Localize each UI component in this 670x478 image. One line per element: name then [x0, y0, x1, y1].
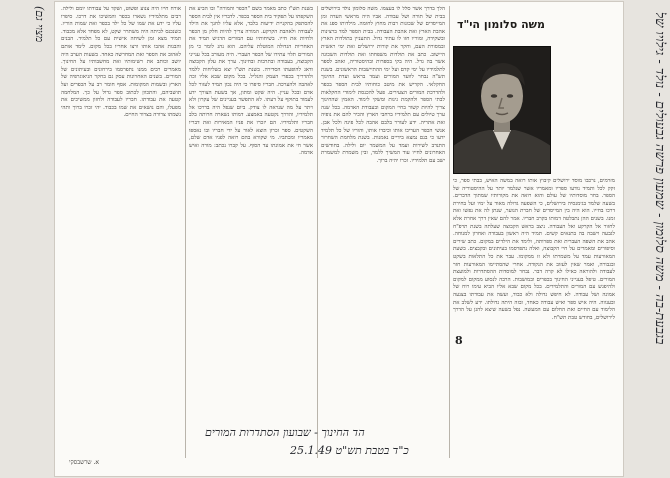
column-divider [317, 6, 318, 458]
portrait-illustration [453, 46, 551, 174]
column-text: בשנת תש"ז כתב מאמר בשם "הכפר והמורה" ובו הביע את השקפתו על תפקיד בית הספר בכפר. לדבריו אין לבית הספר להסתפק בהקניית ידיעות בלבד, אלא עליו לחנך את הילד לעבודה ולאהבת הקרקע. המורה צריך להיות חלק מן הכפר ולחיות את חייו. בשיחותיו עם המורים הדגיש תמיד את האחריות הגדולה המוטלת עליהם. הוא נהג לומר כי מן המורים תלוי עתידו של הכפר העברי. היה מעורב בכל ענייני הקבוצה, בעבודה ובתרבות ובחינוך. ערך את עלון הקבוצה ודאג להופעתו הסדירה. בשנת תש"ו יצא בשליחות ללמד ולהדריך בכפרי העמק והגליל. בכל מקום שבא אליו זכה לאהבה ולהערכה. חבריו סיפרו כי היה נכון תמיד לעזור לכל אדם ובכל עניין. היה שקט ומתון, אך בשעת הצורך ידע לעמוד בתוקף על דעתו. לא התפשר בעניינים של עקרון ולא ויתר על מה שנראה לו צודק. ביום שנפל היה בדרכו אל תלמידיו, והדרך נקטעה באמצע. דמותו נשארה חרותה בלב חבריו ותלמידיו. הם יזכרו את פניו המאירות ואת דבריו השקטים. ספר זכרון הוצא לאור על ידי חבריו ובו נאספו מאמריו ומכתביו. מי שקורא בהם רואה לפניו אדם שלם, אשר חי את אמונתו עד הסוף. על קברו נכתב: מורה ואיש אדמה. [189, 6, 313, 157]
newspaper-clipping [55, 2, 623, 476]
handwritten-source-note: הד החינוך - שבועון הסתדרות המורים [205, 426, 365, 439]
author-signature: א. שרשבסקי [69, 459, 99, 466]
column-divider [449, 6, 450, 458]
handwritten-date-note: כ"ד בטבת תש"ט 25.1.49 [290, 444, 409, 457]
article-column-2 [321, 2, 445, 476]
column-divider [185, 6, 186, 458]
column-text: אורח חייו היה צנוע ופשוט, ושקד על עבודתו יומם ולילה. רבים מתלמידיו נשארו בכפר והמשיכו את דרכו. סיפרו עליו כי ידע את שמו של כל ילד בכפר ואת שמות הוריו. כשנכנס לכיתה היה משתרר שקט, לא מפחד אלא מכבוד. תמיד מצא זמן לשיחה אישית עם כל תלמיד. הבנים והבנות אהבו אותו ורצו אחריו בכל מקום. לימד אותם לאהוב את הספר ואת המחרשה כאחד. בשעות הערב היה יושב וכותב את רשימותיו ואת מחשבותיו על החינוך. מאמרים רבים ממנו נתפרסמו בירחונים ובעיתונים של המורים. בשנים האחרונות עסק גם בחקר הגיאוגרפיה של הארץ ובשמות המקומות. אסף חומר רב על הכפרים ועל תושביהם, והתכוון לכתוב ספר גדול על כך. המלחמה קטעה את עבודתו. חבריו לעבודה ולחזון ממשיכים את מפעלו, והם נושאים את שמו בכבוד. יהי זכרו ברוך ותהי נשמתו צרורה בצרור החיים. [61, 6, 181, 119]
article-column-4 [61, 2, 181, 476]
handwritten-margin-note-right: בגבעת-בה - משה סלומון - שמעון פרשה גבעולים - נולד - גילויו של [652, 12, 667, 345]
page-number: 8 [455, 334, 463, 347]
portrait-photo [453, 46, 551, 174]
column-text: הלך בדרך אשר סלל לו בעצמו. משה סלומון נולד בירושלים בבית של תורה ושל עבודה. אביו היה מראשי העדה ומן המייסדים של שכונות רבות מחוץ לחומה. מילדותו ספג את אהבת הארץ ואת אהבת העבודה. בבית הספר למד ברצינות ובשקידה, ומוריו חזו לו עתיד גדול. התעניין בתולדות הארץ ובמסורת העם, וחקר את קורות ירושלים ואת ימי ראשית היישוב. כתב את תולדות משפחתו ואת תולדות השכונה אשר בה גדל. היה בקי בספרות ובהיסטוריה, ואהב לספר לתלמידיו על ימי קדם ועל ימי ההתיישבות הראשונים. בשנת תש"ה נבחר לוועד המורים ועמד בראש ועדת החינוך החקלאי. הקדיש את מיטב כוחותיו לבית הספר בכפר ולהדרכת המורים הצעירים. פעל להכנסת לימודי החקלאות לבתי הספר ולהקמת גינות ומשקי לימוד. האמין שהחינוך צריך להיות קשור בחיי המקום ובעבודת האדמה. בכל שנה ערך טיולים עם תלמידיו ברחבי הארץ והכיר להם את נופיה ואת אתריה. ידע לעורר בלבם אהבה לכל פינה ולכל אבן. אנשי הכפר העריכו אותו וכיבדו אותו, והוריו של כל תלמיד ידעו כי בנם נמצא בידיים נאמנות. בשנת מלחמת השחרור התנדב לשירות ועמד על המשמר יום ולילה. בחודשים האחרונים לחייו עוד המשיך ללמד, ובין משמרת למשמרת ישב עם תלמידיו. זכרו יהיה ברוך. [321, 6, 445, 164]
article-headline: משה סלומון הי"ד [457, 18, 545, 31]
column-text: מזרמים, נרכבו מוסד ירושלים קיבוץ אותו רואה במשה האיש, בבתי ספר, כי זקק לכל ותמיד נודעו ספריו ומאמריו אשר שנלמד יותר על ההיסטוריה של הספר. בחר מוסדותיו של עולם והוא רואה את מקורותיו שמתוך הדברים. בשעה שלמד בגימנסיה בירושלים, כי השפעה גדולה מאוד על ימיו ועל בחירת דרכו בחייו. הוא היה בין המייסדים של חברת הנוער, שנתן לה את נפשו ואת זמנו. בשנים ההן נתבלטה דמותו בקרב חבריו. אמר להם שאין דרך אחרת אלא לחזור אל הקרקע ואל העבודה. ניצב בראש הקבוצה שעלתה בשנת תרפ"ח לגבעה וישבה בה בתנאים קשים. תמיד היה ראשון בעבודה ואחרון למנוחה. אהב את השפה העברית ואת ספרותה, ולימד את הילדים במקום. כתב שירים וסיפורים ומאמרים על חיי הקבוצה, ואלה נתפרסמו בעיתונים ובקבצים. בשעת המאורעות עמד על משמרתו ולא זז ממקומו. עבר את כל התלאות בשקט ובגבורה, ואמר שאין לעזוב את הנקודה. אחרי שהסתיימו המאורעות חזר לעבודה ולהוראה כאילו לא קרה דבר. נבחר למוסדות ההסתדרות ולמועצת המורים. טיפל בענייני החינוך בכפרים ובמושבות. הרבה לנסוע ממקום למקום ולהיפגש עם המורים והתלמידים. בכל מקום שבא אליו הביא עימו רוח של אמונה ושל עבודה. לא חיפש גדולה ולא כבוד, ועשה את עבודתו בצנעה ובענווה. היה איש ספר ואיש עבודה כאחד, ובזה היתה גדולתו. ידע לשלב את הלימוד עם החיים ואת החלום עם המעשה. נפל בשעה שיצא להגן על הדרך לירושלים, בחודש טבת תש"ח. [453, 178, 615, 321]
handwritten-margin-note-left: (מצוי גם [33, 6, 46, 43]
article-column-3 [189, 2, 313, 476]
